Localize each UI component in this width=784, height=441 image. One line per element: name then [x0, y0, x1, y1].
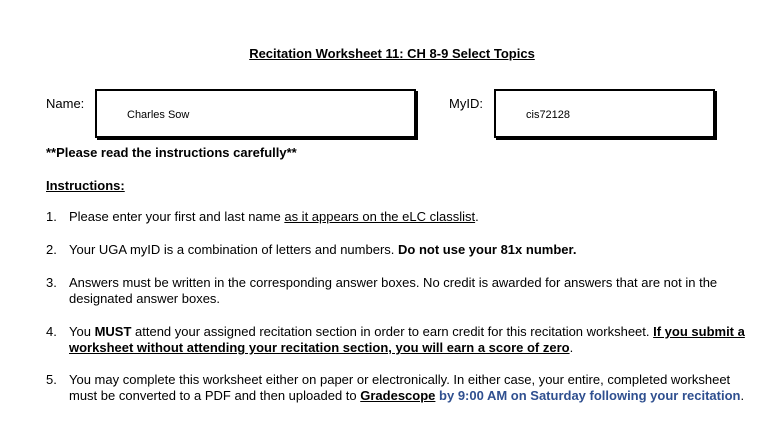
item-number: 4. [46, 324, 57, 339]
item-number: 1. [46, 209, 57, 224]
item-number: 2. [46, 242, 57, 257]
instructions-heading: Instructions: [46, 178, 125, 193]
item-text: Answers must be written in the corresponding answer boxes. No credit is awarded for answers that are not in the designated answer boxes. [69, 275, 718, 306]
item-number: 5. [46, 372, 57, 387]
item-text: Your UGA myID is a combination of letters and numbers. Do not use your 81x number. [69, 242, 577, 257]
item-text: You may complete this worksheet either on paper or electronically. In either case, your entire, completed worksheet must be converted to a PDF and then uploaded to Gradescope by 9:00 AM on Saturday following your recitation. [69, 372, 745, 403]
name-value: Charles Sow [127, 109, 190, 121]
item-text: Please enter your first and last name as it appears on the eLC classlist. [69, 209, 479, 224]
page-title: Recitation Worksheet 11: CH 8-9 Select Topics [249, 46, 535, 61]
myid-field[interactable] [494, 89, 715, 138]
myid-value: cis72128 [526, 109, 571, 121]
notice-text: **Please read the instructions carefully** [46, 145, 297, 160]
myid-label: MyID: [449, 96, 483, 111]
item-number: 3. [46, 275, 57, 290]
item-text: You MUST attend your assigned recitation section in order to earn credit for this recitation worksheet. If you submit a worksheet without attending your recitation section, you will earn a score of zero. [69, 324, 745, 355]
name-label: Name: [46, 96, 85, 111]
name-field[interactable] [95, 89, 416, 138]
